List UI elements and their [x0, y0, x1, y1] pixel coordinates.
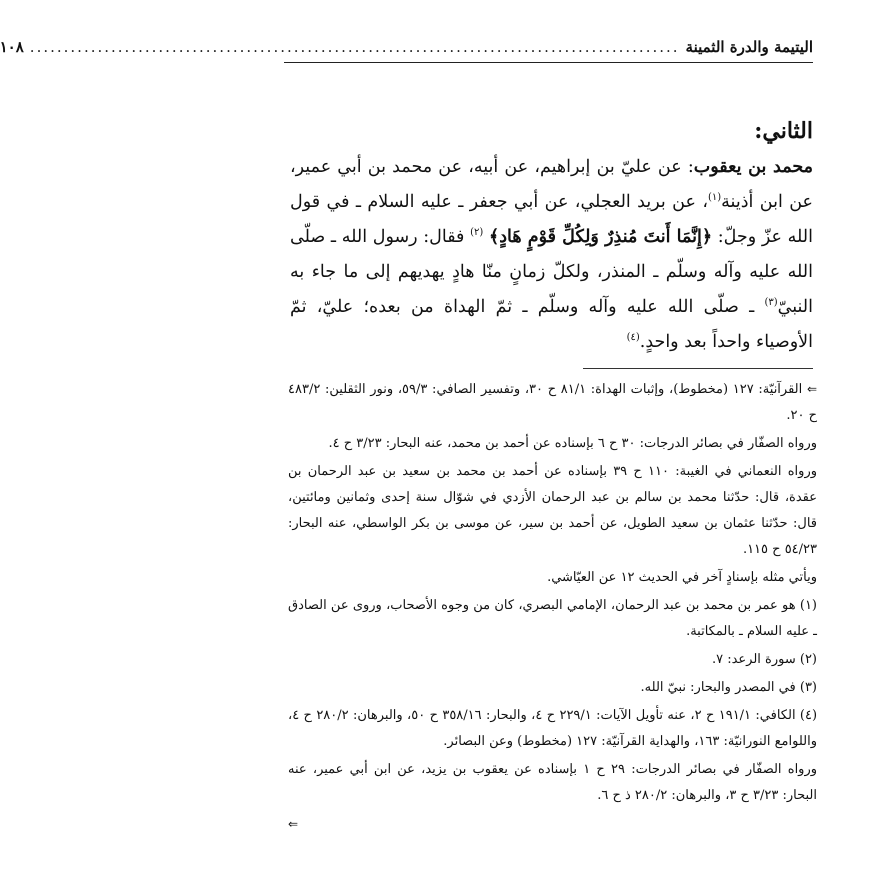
footnotes-divider	[583, 368, 813, 369]
footnote-2: (٢) سورة الرعد: ٧.	[711, 652, 817, 667]
chain-text-cont: ، عن بريد العجلي، عن أبي جعفر ـ عليه السلام ـ في قول الله عزّ وجلّ:	[290, 192, 814, 247]
footnote-1: (١) هو عمر بن محمد بن عبد الرحمان، الإمامي البصري، كان من وجوه الأصحاب، وروى عن الصادق ـ عليه السلام ـ بالمكاتبة.	[288, 598, 817, 639]
footnote-4: (٤) الكافي: ١٩١/١ ح ٢، عنه تأويل الآيات: ٢٢٩/١ ح ٤، والبحار: ٣٥٨/١٦ ح ٥٠، والبرهان: ٢٨٠/٢ ح ٤، واللوامع النورانيّة: ١٦٣، والهداية القرآنيّة: ١٢٧ (مخطوط) وعن البصائر.	[288, 708, 818, 749]
leader-dots: ................................................................................................	[29, 38, 680, 56]
book-title: اليتيمة والدرة الثمينة	[685, 38, 813, 56]
page-number: ١٠٨	[0, 38, 24, 56]
page-header	[0, 34, 813, 60]
footnote-line: ورواه النعماني في الغيبة: ١١٠ ح ٣٩ بإسناده عن أحمد بن محمد بن سعيد بن عبد الرحمان بن عقدة، قال: حدّثنا محمد بن سالم بن عبد الرحمان الأزدي في شوّال سنة إحدى وثمانين ومائتين، قال: حدّثنا عثمان بن سعيد الطويل، عن أحمد بن سير، عن موسى بن بكر الواسطي، عنه البحار: ٥٤/٢٣ ح ١١٥.	[288, 464, 817, 557]
footnote-ref-1[interactable]: (١)	[707, 192, 722, 204]
narrator-name: محمد بن يعقوب	[693, 157, 814, 177]
hadith-text: فقال: رسول الله ـ صلّى الله عليه وآله وسلّم ـ المنذر، ولكلّ زمانٍ منّا هادٍ يهديهم إلى ما جاء به النبيّ	[290, 227, 813, 317]
footnote-3: (٣) في المصدر والبحار: نبيّ الله.	[640, 680, 817, 695]
footnote-ref-2[interactable]: (٢)	[470, 227, 484, 239]
footnote-4-cont: ورواه الصفّار في بصائر الدرجات: ٢٩ ح ١ بإسناده عن يعقوب بن يزيد، عن ابن أبي عمير، عنه البحار: ٣/٢٣ ح ٣، والبرهان: ٢٨٠/٢ ذ ح ٦.	[288, 762, 818, 803]
footnote-line: ورواه الصفّار في بصائر الدرجات: ٣٠ ح ٦ بإسناده عن أحمد بن محمد، عنه البحار: ٣/٢٣ ح ٤.	[328, 436, 817, 451]
footnote-line: ويأتي مثله بإسنادٍ آخر في الحديث ١٢ عن العيّاشي.	[547, 570, 817, 585]
main-text	[290, 112, 813, 360]
footnote-ref-3[interactable]: (٣)	[764, 297, 778, 309]
footnote-ref-4[interactable]: (٤)	[626, 332, 640, 344]
continues-arrow-icon: ⇐	[288, 817, 299, 831]
footnotes	[288, 376, 817, 838]
header-divider	[284, 62, 813, 63]
chain-text: : عن عليّ بن إبراهيم، عن أبيه، عن محمد بن أبي عمير، عن ابن أذينة	[290, 157, 813, 212]
section-heading: الثاني:	[754, 118, 813, 144]
quran-verse: ﴿إِنَّمَا أَنتَ مُنذِرٌ وَلِكُلِّ قَوْمٍ هَادٍ﴾	[488, 227, 713, 247]
footnote-continued: ⇐ القرآنيّة: ١٢٧ (مخطوط)، وإثبات الهداة: ٨١/١ ح ٣٠، وتفسير الصافي: ٥٩/٣، ونور الثقلين: ٤٨٣/٢ ح ٢٠.	[288, 382, 817, 423]
hadith-text-end: ـ صلّى الله عليه وآله وسلّم ـ ثمّ الهداة من بعده؛ عليّ، ثمّ الأوصياء واحداً بعد واحدٍ.	[290, 297, 813, 352]
hadith-paragraph	[290, 150, 813, 360]
continuation-arrow-icon: ⇐	[806, 382, 817, 396]
